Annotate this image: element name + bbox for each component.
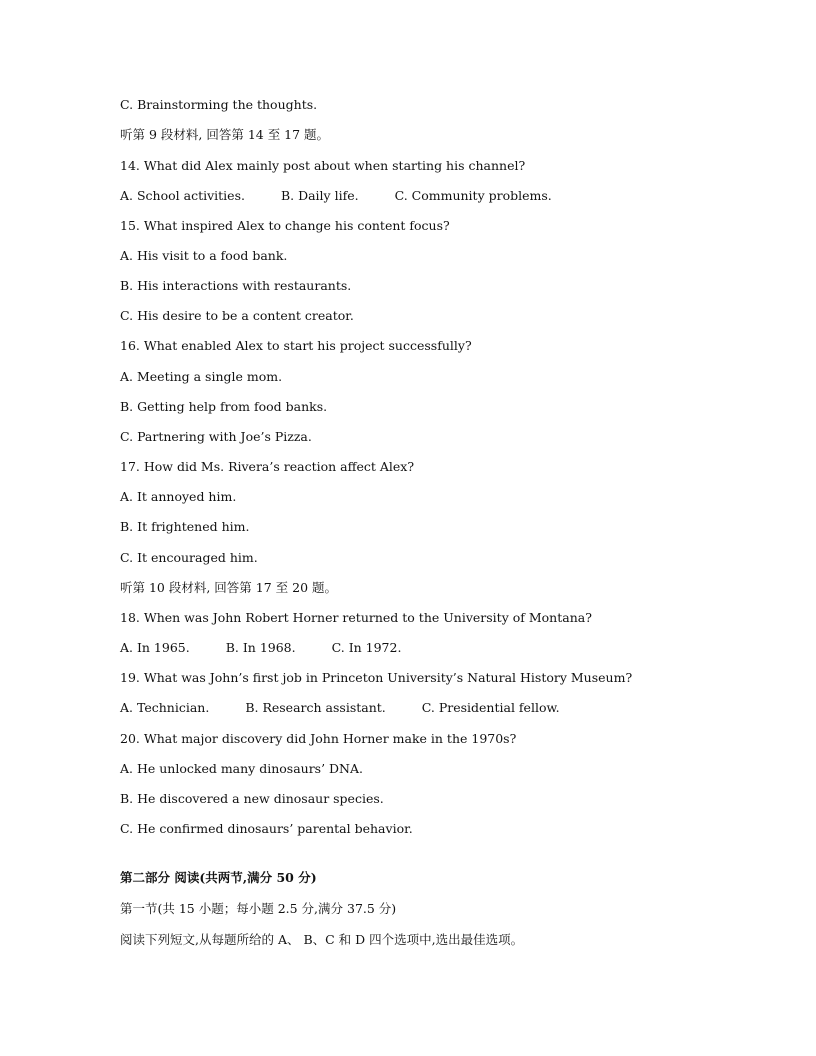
question-17: 17. How did Ms. Rivera’s reaction affect Alex?	[120, 459, 415, 474]
options-19	[120, 700, 560, 716]
section-instruction-9: 听第 9 段材料, 回答第 14 至 17 题。	[120, 127, 330, 142]
option-15a: A. His visit to a food bank.	[120, 248, 288, 263]
option-20a: A. He unlocked many dinosaurs’ DNA.	[120, 761, 363, 776]
question-14: 14. What did Alex mainly post about when starting his channel?	[120, 158, 526, 173]
option-19a: A. Technician.	[120, 700, 210, 715]
option-14b: B. Daily life.	[280, 188, 359, 203]
option-16b: B. Getting help from food banks.	[120, 399, 328, 414]
option-20b: B. He discovered a new dinosaur species.	[120, 791, 384, 806]
option-17a: A. It annoyed him.	[120, 489, 237, 504]
option-18b: B. In 1968.	[225, 640, 296, 655]
option-15b: B. His interactions with restaurants.	[120, 278, 352, 293]
question-18: 18. When was John Robert Horner returned to the University of Montana?	[120, 610, 592, 625]
reading-instruction: 阅读下列短文,从每题所给的 A、 B、C 和 D 四个选项中,选出最佳选项。	[120, 932, 524, 947]
options-14	[120, 188, 552, 204]
section-one-heading: 第一节(共 15 小题；每小题 2.5 分,满分 37.5 分)	[120, 901, 397, 916]
question-19: 19. What was John’s first job in Princeton University’s Natural History Museum?	[120, 670, 633, 685]
option-16a: A. Meeting a single mom.	[120, 369, 283, 384]
option-18a: A. In 1965.	[120, 640, 190, 655]
option-15c: C. His desire to be a content creator.	[120, 308, 354, 323]
option-20c: C. He confirmed dinosaurs’ parental behavior.	[120, 821, 413, 836]
option-17c: C. It encouraged him.	[120, 550, 258, 565]
section-instruction-10: 听第 10 段材料, 回答第 17 至 20 题。	[120, 580, 338, 595]
question-15: 15. What inspired Alex to change his content focus?	[120, 218, 450, 233]
option-16c: C. Partnering with Joe’s Pizza.	[120, 429, 312, 444]
option-18c: C. In 1972.	[331, 640, 402, 655]
option-14a: A. School activities.	[120, 188, 245, 203]
question-20: 20. What major discovery did John Horner make in the 1970s?	[120, 731, 517, 746]
question-16: 16. What enabled Alex to start his project successfully?	[120, 338, 472, 353]
option-19b: B. Research assistant.	[245, 700, 386, 715]
option-19c: C. Presidential fellow.	[421, 700, 560, 715]
part-two-heading: 第二部分 阅读(共两节,满分 50 分)	[120, 870, 317, 885]
option-13c: C. Brainstorming the thoughts.	[120, 97, 318, 112]
option-17b: B. It frightened him.	[120, 519, 250, 534]
option-14c: C. Community problems.	[394, 188, 552, 203]
options-18	[120, 640, 401, 656]
